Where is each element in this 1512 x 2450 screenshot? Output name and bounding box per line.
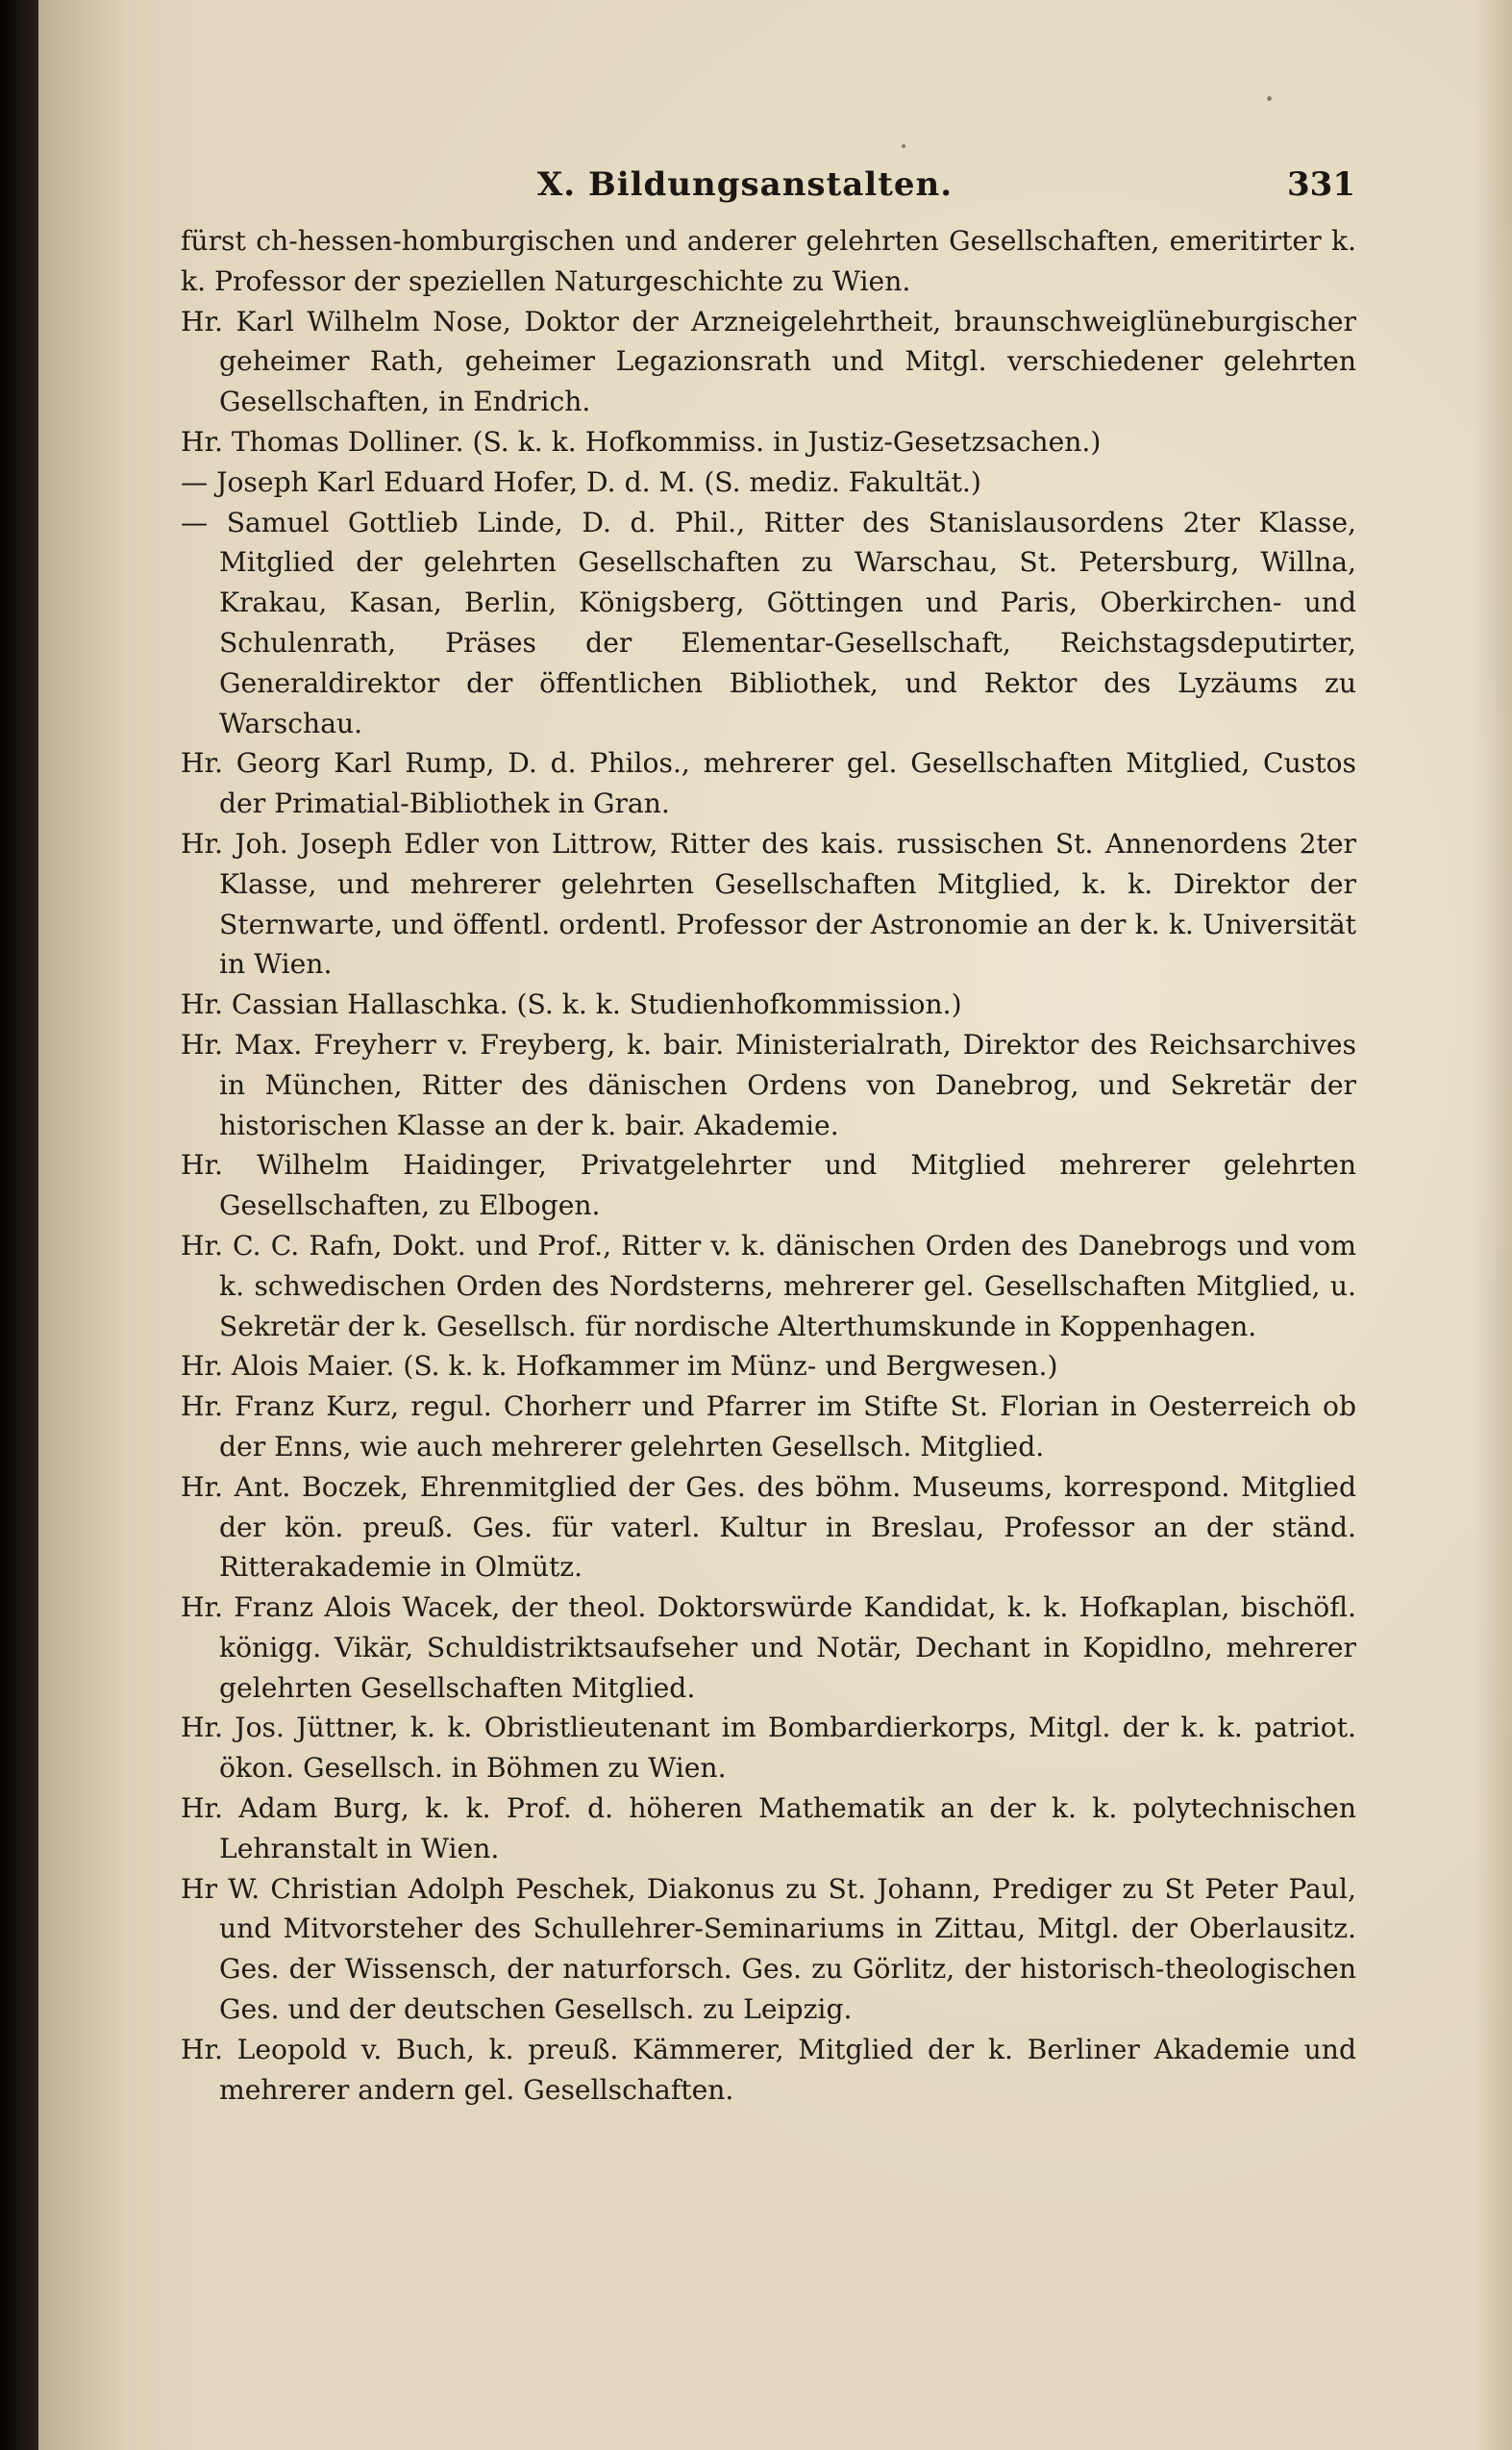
ink-speck [1267, 96, 1272, 101]
list-entry: Hr. Alois Maier. (S. k. k. Hofkammer im Münz- und Bergwesen.) [181, 1350, 1058, 1383]
page-header [135, 165, 1355, 210]
ink-speck [902, 144, 905, 148]
list-entry: Hr. Ant. Boczek, Ehrenmitglied der Ges. des böhm. Museums, korrespond. Mitglied der kön. preuß. Ges. für vaterl. Kultur in Breslau, Professor an der ständ. Ritterakademie in Olmütz. [181, 1470, 1356, 1584]
list-entry: Hr. Thomas Dolliner. (S. k. k. Hofkommiss. in Justiz-Gesetzsachen.) [181, 425, 1102, 458]
list-entry: Hr. Max. Freyherr v. Freyberg, k. bair. Ministerialrath, Direktor des Reichsarchives in München, Ritter des dänischen Ordens von Danebrog, und Sekretär der historischen Klasse an der k. bair. Akademie. [181, 1028, 1356, 1141]
list-entry: Hr. Wilhelm Haidinger, Privatgelehrter und Mitglied mehrerer gelehrten Gesellschaften, zu Elbogen. [181, 1149, 1356, 1222]
book-binding-shadow [0, 0, 38, 2450]
list-entry: Hr. Joh. Joseph Edler von Littrow, Ritter des kais. russischen St. Annenordens 2ter Klasse, und mehrerer gelehrten Gesellschaften Mitglied, k. k. Direktor der Sternwarte, und öffentl. ordentl. Professor der Astronomie an der k. k. Universität in Wien. [181, 827, 1356, 981]
list-entry: Hr. Franz Kurz, regul. Chorherr und Pfarrer im Stifte St. Florian in Oesterreich ob der Enns, wie auch mehrerer gelehrten Gesellsch. Mitglied. [181, 1390, 1356, 1462]
directory-text [181, 221, 1356, 2110]
list-entry: Hr. Georg Karl Rump, D. d. Philos., mehrerer gel. Gesellschaften Mitglied, Custos der Primatial-Bibliothek in Gran. [181, 747, 1356, 820]
page-number: 331 [1287, 165, 1355, 204]
list-entry: Hr W. Christian Adolph Peschek, Diakonus zu St. Johann, Prediger zu St Peter Paul, und Mitvorsteher des Schullehrer-Seminariums in Zittau, Mitgl. der Oberlausitz. Ges. der Wissensch, der naturforsch. Ges. zu Görlitz, der historisch-theologischen Ges. und der deutschen Gesellsch. zu Leipzig. [181, 1872, 1356, 2026]
list-entry: Hr. Cassian Hallaschka. (S. k. k. Studienhofkommission.) [181, 988, 962, 1021]
list-entry: — Samuel Gottlieb Linde, D. d. Phil., Ritter des Stanislausordens 2ter Klasse, Mitglied der gelehrten Gesellschaften zu Warschau, St. Petersburg, Willna, Krakau, Kasan, Berlin, Königsberg, Göttingen und Paris, Oberkirchen- und Schulenrath, Präses der Elementar-Gesellschaft, Reichstagsdeputirter, Generaldirektor der öffentlichen Bibliothek, und Rektor des Lyzäums zu Warschau. [181, 506, 1356, 739]
list-entry: — Joseph Karl Eduard Hofer, D. d. M. (S. mediz. Fakultät.) [181, 465, 981, 498]
list-entry: Hr. Karl Wilhelm Nose, Doktor der Arzneigelehrtheit, braunschweiglüneburgischer geheimer Rath, geheimer Legazionsrath und Mitgl. verschiedener gelehrten Gesellschaften, in Endrich. [181, 305, 1356, 418]
book-page [38, 0, 1512, 2450]
list-entry: fürst ch-hessen-homburgischen und anderer gelehrten Gesellschaften, emeritirter k. k. Professor der speziellen Naturgeschichte zu Wien. [181, 225, 1356, 297]
list-entry: Hr. Jos. Jüttner, k. k. Obristlieutenant im Bombardierkorps, Mitgl. der k. k. patriot. ökon. Gesellsch. in Böhmen zu Wien. [181, 1712, 1356, 1785]
running-head: X. Bildungsanstalten. [536, 165, 954, 204]
list-entry: Hr. C. C. Rafn, Dokt. und Prof., Ritter v. k. dänischen Orden des Danebrogs und vom k. schwedischen Orden des Nordsterns, mehrerer gel. Gesellschaften Mitglied, u. Sekretär der k. Gesellsch. für nordische Alterthumskunde in Koppenhagen. [181, 1229, 1356, 1342]
list-entry: Hr. Franz Alois Wacek, der theol. Doktorswürde Kandidat, k. k. Hofkaplan, bischöfl. königg. Vikär, Schuldistriktsaufseher und Notär, Dechant in Kopidlno, mehrerer gelehrten Gesellschaften Mitglied. [181, 1591, 1356, 1704]
list-entry: Hr. Leopold v. Buch, k. preuß. Kämmerer, Mitglied der k. Berliner Akademie und mehrerer andern gel. Gesellschaften. [181, 2033, 1356, 2106]
list-entry: Hr. Adam Burg, k. k. Prof. d. höheren Mathematik an der k. k. polytechnischen Lehranstalt in Wien. [181, 1792, 1356, 1864]
